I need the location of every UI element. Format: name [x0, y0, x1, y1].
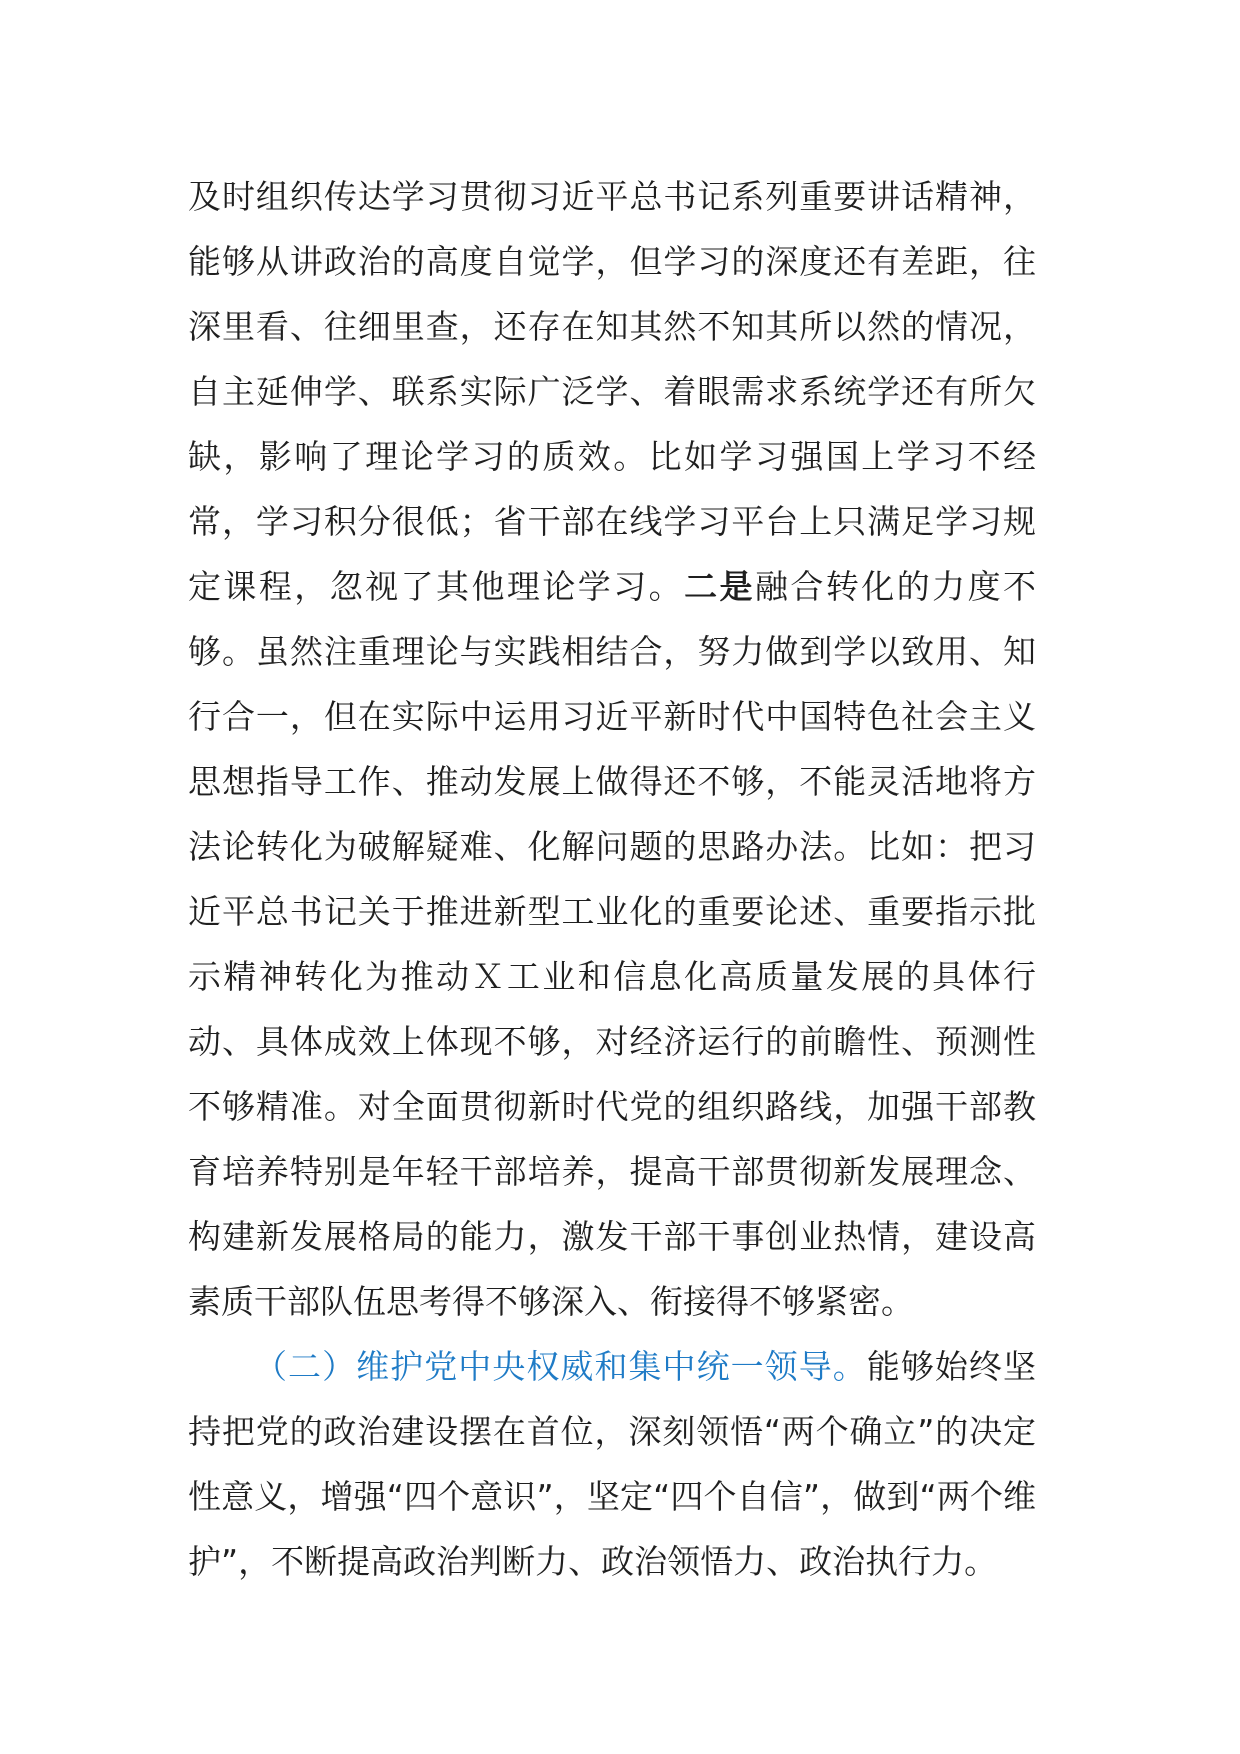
- section-heading: （二）维护党中央权威和集中统一领导。: [254, 1347, 867, 1386]
- paragraph-1: [188, 164, 1036, 1334]
- paragraph-1-intro: 及时组织传达学习贯彻习近平总书记系列重要讲话精神，能够从讲政治的高度自觉学，但学习的深度还有差距，往深里看、往细里查，还存在知其然不知其所以然的情况，自主延伸学、联系实际广泛学、着眼需求系统学还有所欠缺，影响了理论学习的质效。比如学习强国上学习不经常，学习积分很低；省干部在线学习平台上只满足学习规定课程，忽视了其他理论学习。: [188, 177, 1036, 606]
- paragraph-2: [188, 1334, 1036, 1594]
- paragraph-2-body: 能够始终坚持把党的政治建设摆在首位，深刻领悟“两个确立”的决定性意义，增强“四个意识”，坚定“四个自信”，做到“两个维护”，不断提高政治判断力、政治领悟力、政治执行力。: [188, 1347, 1037, 1581]
- paragraph-1-body: 融合转化的力度不够。虽然注重理论与实践相结合，努力做到学以致用、知行合一，但在实际中运用习近平新时代中国特色社会主义思想指导工作、推动发展上做得还不够，不能灵活地将方法论转化为破解疑难、化解问题的思路办法。比如：把习近平总书记关于推进新型工业化的重要论述、重要指示批示精神转化为推动Ｘ工业和信息化高质量发展的具体行动、具体成效上体现不够，对经济运行的前瞻性、预测性不够精准。对全面贯彻新时代党的组织路线，加强干部教育培养特别是年轻干部培养，提高干部贯彻新发展理念、构建新发展格局的能力，激发干部干事创业热情，建设高素质干部队伍思考得不够深入、衔接得不够紧密。: [188, 567, 1037, 1321]
- document-body: [188, 164, 1036, 1594]
- paragraph-1-marker: 二是: [684, 567, 755, 606]
